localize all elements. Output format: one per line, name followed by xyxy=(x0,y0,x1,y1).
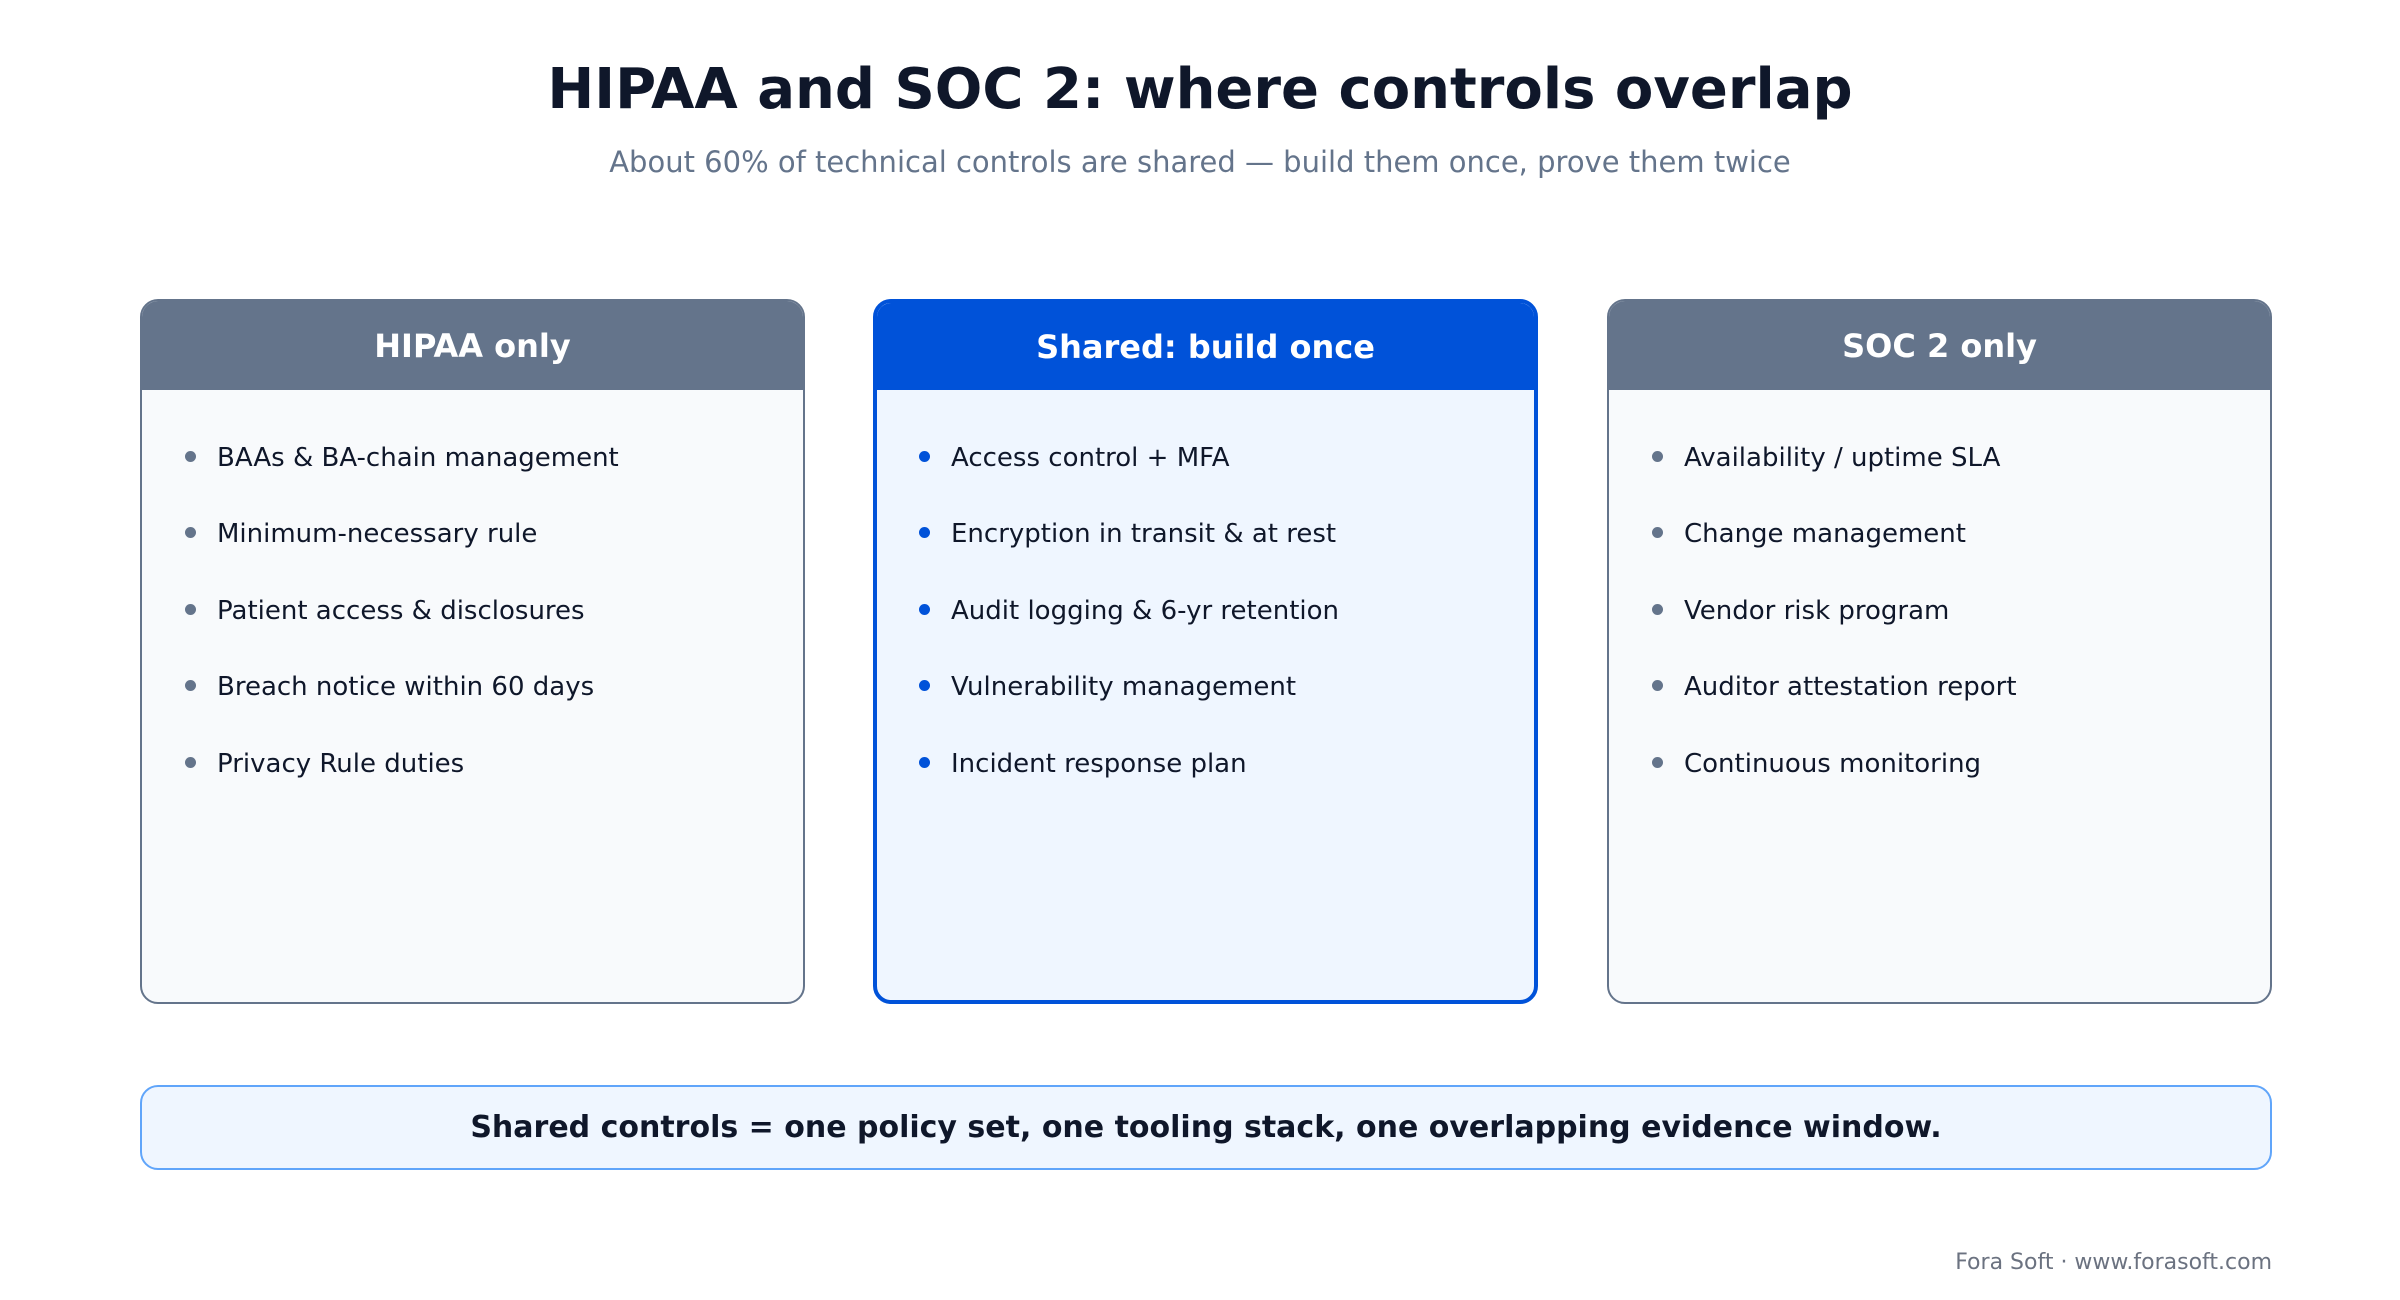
list-item: Encryption in transit & at rest xyxy=(877,514,1534,554)
bullet-icon xyxy=(1652,757,1663,768)
bullet-icon xyxy=(185,527,196,538)
list-item: Patient access & disclosures xyxy=(142,591,803,631)
bullet-icon xyxy=(919,527,930,538)
list-item: Change management xyxy=(1609,514,2270,554)
page-subtitle: About 60% of technical controls are shared — build them once, prove them twice xyxy=(609,145,1791,179)
list-item: Breach notice within 60 days xyxy=(142,667,803,707)
footer-credit: Fora Soft · www.forasoft.com xyxy=(1955,1250,2272,1275)
bullet-icon xyxy=(185,680,196,691)
bullet-icon xyxy=(919,757,930,768)
bullet-icon xyxy=(185,757,196,768)
bullet-icon xyxy=(1652,680,1663,691)
bullet-icon xyxy=(919,451,930,462)
shared-header: Shared: build once xyxy=(877,303,1534,390)
summary-callout: Shared controls = one policy set, one tooling stack, one overlapping evidence window. xyxy=(140,1085,2272,1170)
list-item: Vendor risk program xyxy=(1609,591,2270,631)
bullet-icon xyxy=(185,451,196,462)
list-item: Privacy Rule duties xyxy=(142,744,803,784)
page-title: HIPAA and SOC 2: where controls overlap xyxy=(547,57,1853,122)
hipaa-only-header: HIPAA only xyxy=(142,301,803,390)
bullet-icon xyxy=(919,680,930,691)
soc2-only-header: SOC 2 only xyxy=(1609,301,2270,390)
list-item: Continuous monitoring xyxy=(1609,744,2270,784)
list-item: BAAs & BA-chain management xyxy=(142,438,803,478)
bullet-icon xyxy=(1652,604,1663,615)
bullet-icon xyxy=(919,604,930,615)
list-item: Vulnerability management xyxy=(877,667,1534,707)
bullet-icon xyxy=(1652,451,1663,462)
list-item: Incident response plan xyxy=(877,744,1534,784)
hipaa-only-card xyxy=(140,299,805,1004)
list-item: Access control + MFA xyxy=(877,438,1534,478)
list-item: Auditor attestation report xyxy=(1609,667,2270,707)
list-item: Availability / uptime SLA xyxy=(1609,438,2270,478)
list-item: Audit logging & 6-yr retention xyxy=(877,591,1534,631)
soc2-only-card xyxy=(1607,299,2272,1004)
list-item: Minimum-necessary rule xyxy=(142,514,803,554)
bullet-icon xyxy=(1652,527,1663,538)
bullet-icon xyxy=(185,604,196,615)
shared-card xyxy=(873,299,1538,1004)
